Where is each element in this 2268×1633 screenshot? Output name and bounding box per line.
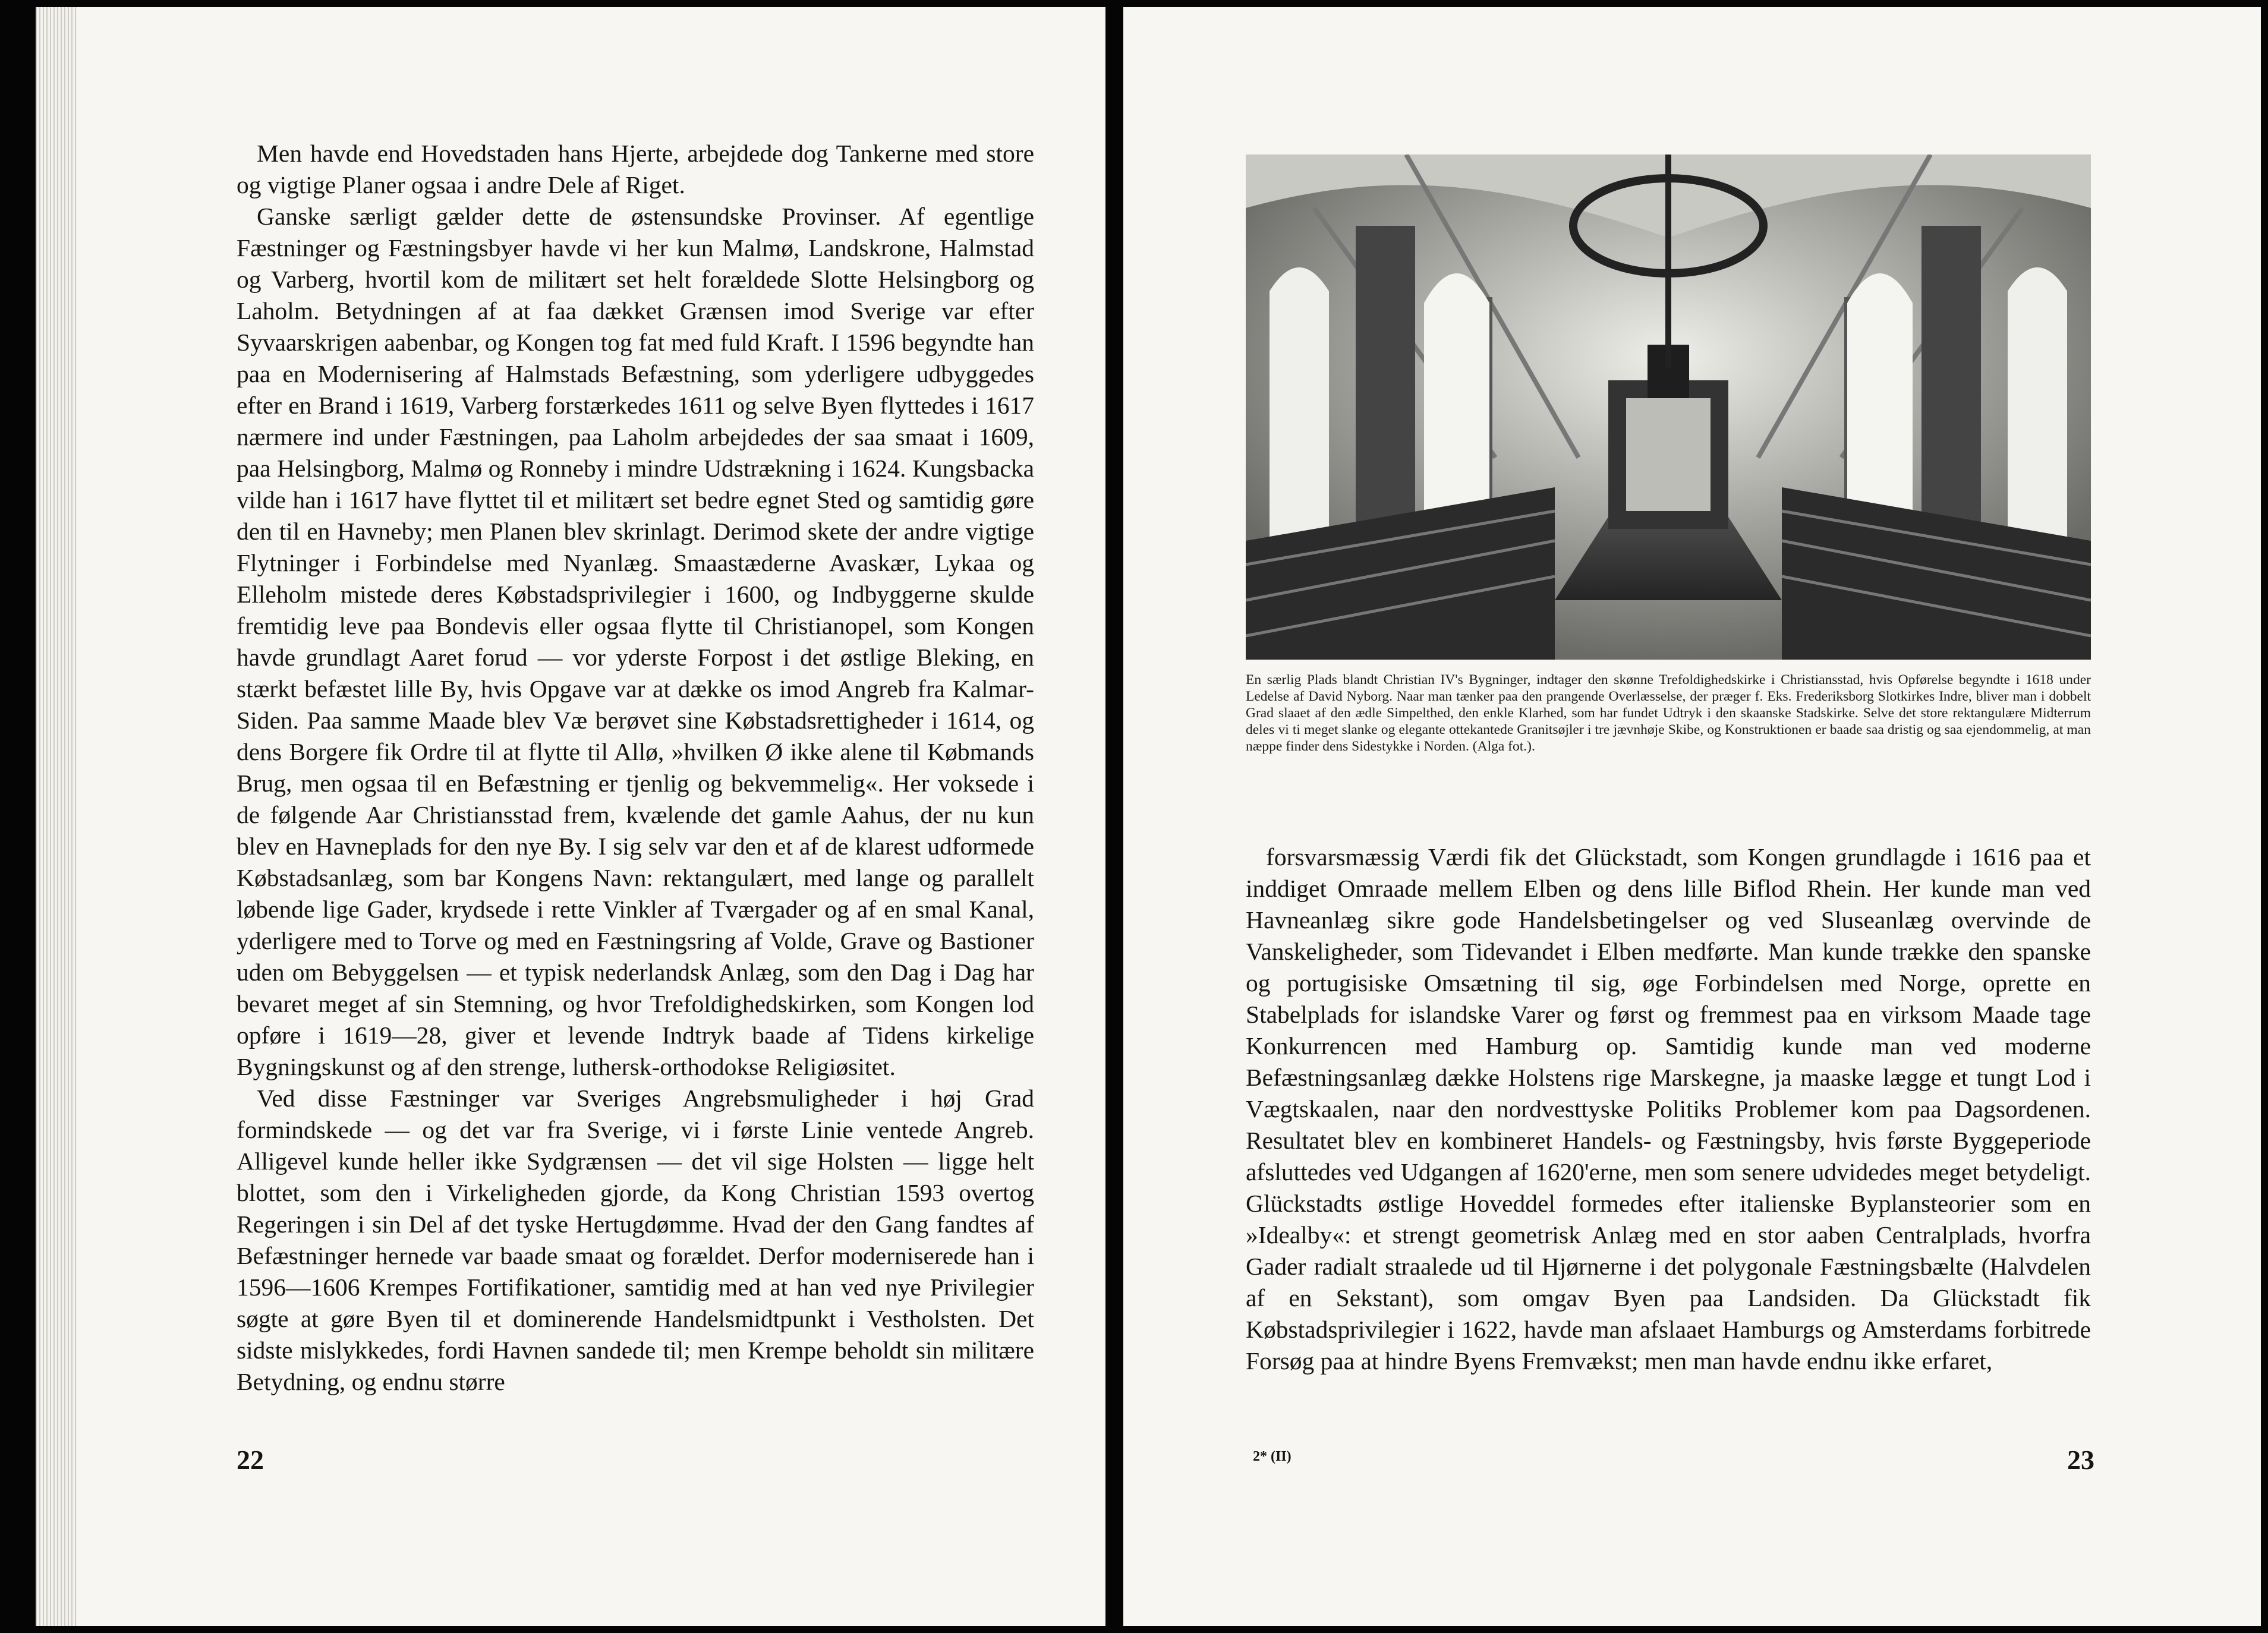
left-paragraph-1: Men havde end Hovedstaden hans Hjerte, arbejdede dog Tankerne med store og vigtige Planer ogsaa i andre Dele af Riget.: [237, 140, 1034, 198]
left-paragraph-2: Ganske særligt gælder dette de østensundske Provinser. Af egentlige Fæstninger og Fæstningsbyer havde vi her kun Malmø, Landskrone, Halmstad og Varberg, hvortil kom de militært set helt forældede Slotte Helsingborg og Laholm. Betydningen af at faa dækket Grænsen imod Sverige var efter Syvaarskrigen aabenbar, og Kongen tog fat med fuld Kraft. I 1596 begyndte han paa en Modernisering af Halmstads Befæstning, som yderligere udbyggedes efter en Brand i 1619, Varberg forstærkedes 1611 og selve Byen flyttedes i 1617 nærmere ind under Fæstningen, paa Laholm arbejdedes der saa smaat i 1609, paa Helsingborg, Malmø og Ronneby i mindre Udstrækning i 1624. Kungsbacka vilde han i 1617 have flyttet til et militært set bedre egnet Sted og samtidig gøre den til en Havneby; men Planen blev skrinlagt. Derimod skete der andre vigtige Flytninger i Forbindelse med Nyanlæg. Smaastæderne Avaskær, Lykaa og Elleholm mistede deres Købstadsprivilegier i 1600, og Indbyggerne skulde fremtidig leve paa Bondevis eller ogsaa flytte til Christianopel, som Kongen havde grundlagt Aaret forud — vor yderste Forpost i det østlige Bleking, en stærkt befæstet lille By, hvis Opgave var at dække os imod Angreb fra Kalmar-Siden. Paa samme Maade blev Væ berøvet sine Købstadsrettigheder i 1614, og dens Borgere fik Ordre til at flytte til Allø, »hvilken Ø ikke alene til Købmands Brug, men ogsaa til en Befæstning er tjenlig og bekvemmelig«. Her voksede i de følgende Aar Christiansstad frem, kvælende det gamle Aahus, der nu kun blev en Havneplads for den nye By. I sig selv var den et af de klarest udformede Købstadsanlæg, som bar Kongens Navn: rektangulært, med lange og parallelt løbende lige Gader, krydsede i rette Vinkler af Tværgader og af en smal Kanal, yderligere med to Torve og med en Fæstningsring af Volde, Grave og Bastioner uden om Bebyggelsen — et typisk nederlandsk Anlæg, som den Dag i Dag har bevaret meget af sin Stemning, og hvor Trefoldighedskirken, som Kongen lod opføre i 1619—28, giver et levende Indtryk baade af Tidens kirkelige Bygningskunst og af den strenge, luthersk-orthodokse Religiøsitet.: [237, 203, 1034, 1080]
left-paragraph-3: Ved disse Fæstninger var Sveriges Angrebsmuligheder i høj Grad formindskede — og det var fra Sverige, vi i første Linie ventede Angreb. Alligevel kunde heller ikke Sydgrænsen — det vil sige Holsten — ligge helt blottet, som den i Virkeligheden gjorde, da Kong Christian 1593 overtog Regeringen i sin Del af det tyske Hertugdømme. Hvad der den Gang fandtes af Befæstninger hernede var baade smaat og forældet. Derfor moderniserede han i 1596—1606 Krempes Fortifikationer, samtidig med at han ved nye Privilegier søgte at gøre Byen til et dominerende Handelsmidtpunkt i Vestholsten. Det sidste mislykkedes, fordi Havnen sandede til; men Krempe beholdt sin militære Betydning, og endnu større: [237, 1085, 1034, 1395]
right-paragraph-1: forsvarsmæssig Værdi fik det Glückstadt, som Kongen grundlagde i 1616 paa et inddiget Omraade mellem Elben og dens lille Biflod Rhein. Her kunde man ved Havneanlæg sikre gode Handelsbetingelser og ved Sluseanlæg overvinde de Vanskeligheder, som Tidevandet i Elben medførte. Man kunde trække den spanske og portugisiske Omsætning til sig, øge Forbindelsen med Norge, oprette en Stabelplads for islandske Varer og først og fremmest paa en virksom Maade tage Konkurrencen med Hamburg op. Samtidig kunde man ved moderne Befæstningsanlæg dække Holstens rige Marskegne, ja maaske lægge et tungt Lod i Vægtskaalen, naar den nordvesttyske Politiks Problemer kom paa Dagsordenen. Resultatet blev en kombineret Handels- og Fæstningsby, hvis første Byggeperiode afsluttedes ved Udgangen af 1620'erne, men som senere udvidedes meget betydeligt. Glückstadts østlige Hoveddel formedes efter italienske Byplansteorier som en »Idealby«: et strengt geometrisk Anlæg med en stor aaben Centralplads, hvorfra Gader radialt straalede ud til Hjørnerne i det polygonale Fæstningsbælte (Halvdelen af en Sekstant), som omgav Byen paa Landsiden. Da Glückstadt fik Købstadsprivilegier i 1622, havde man afslaaet Hamburgs og Amsterdams forbitrede Forsøg paa at hindre Byens Fremvækst; men man havde endnu ikke erfaret,: [1246, 843, 2091, 1375]
printer-signature: 2* (II): [1253, 1449, 1292, 1464]
right-book-page: [1123, 7, 2261, 1626]
church-interior-drawing: [1246, 155, 2091, 660]
left-book-page: [36, 7, 1105, 1626]
photo-caption: En særlig Plads blandt Christian IV's Bygninger, indtager den skønne Trefoldighedskirke i Christiansstad, hvis Opførelse begyndte i 1618 under Ledelse af David Nyborg. Naar man tænker paa den prangende Overlæsselse, der præger f. Eks. Frederiksborg Slotkirkes Indre, bliver man i dobbelt Grad slaaet af den ædle Simpelthed, den enkle Klarhed, som har fundet Udtryk i den skaanske Stadskirke. Selve det store rektangulære Midterrum deles vi ti meget slanke og elegante ottekantede Granitsøjler i tre jævnhøje Skibe, og Konstruktionen er baade saa dristig og saa ejendommelig, at man næppe finder dens Sidestykke i Norden. (Alga fot.).: [1246, 672, 2091, 754]
right-page-number: 23: [2067, 1445, 2094, 1475]
left-page-number: 22: [237, 1445, 264, 1475]
left-text-column: [237, 138, 1034, 1398]
church-interior-photo: [1246, 155, 2091, 660]
right-text-column: [1246, 841, 2091, 1377]
page-edge: [36, 7, 77, 1626]
